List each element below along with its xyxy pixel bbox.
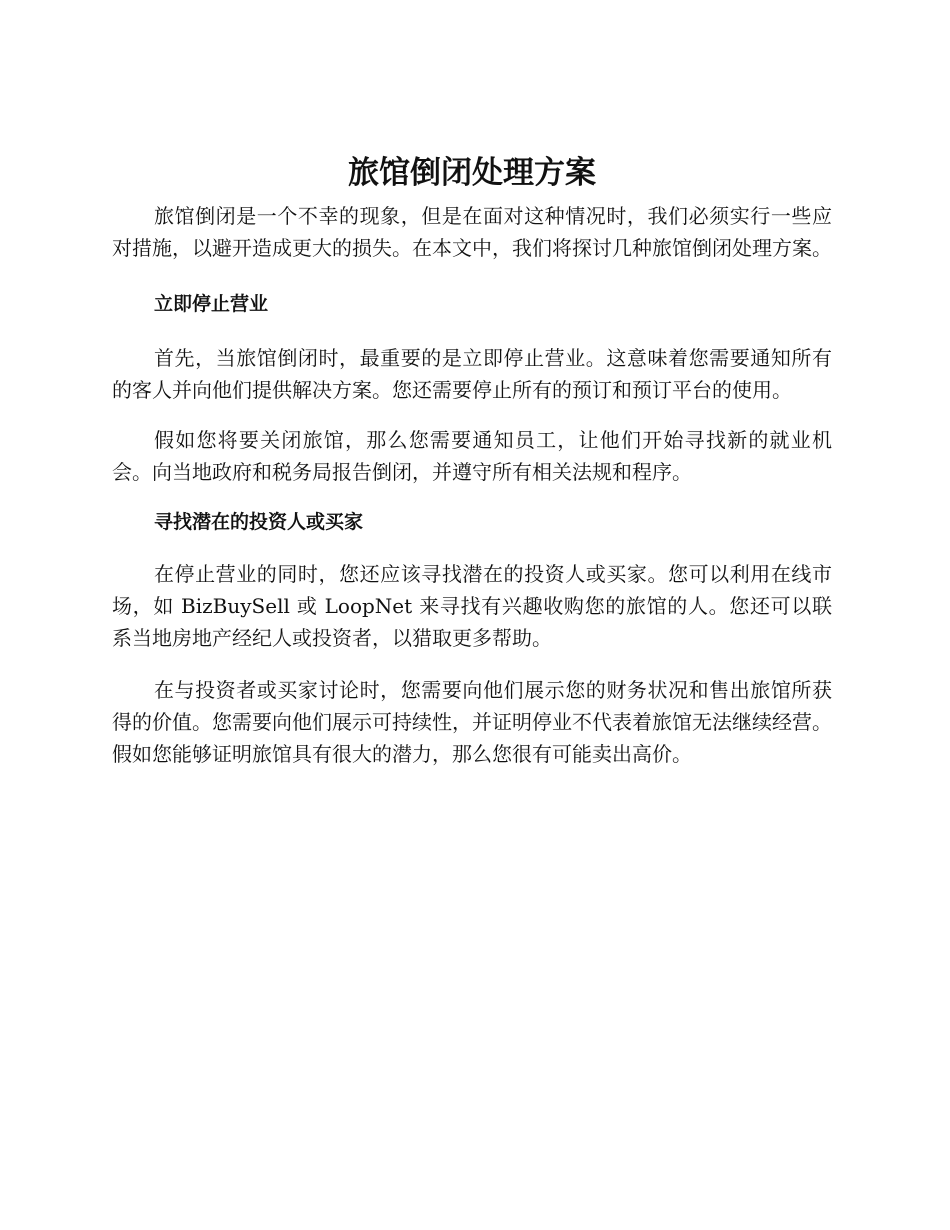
section1-paragraph-1: 首先，当旅馆倒闭时，最重要的是立即停止营业。这意味着您需要通知所有的客人并向他们提供解决方案。您还需要停止所有的预订和预订平台的使用。 — [112, 346, 832, 402]
section2-paragraph-2: 在与投资者或买家讨论时，您需要向他们展示您的财务状况和售出旅馆所获得的价值。您需要向他们展示可持续性，并证明停业不代表着旅馆无法继续经营。假如您能够证明旅馆具有很大的潜力，那么您很有可能卖出高价。 — [112, 678, 832, 766]
section-heading-find-buyers: 寻找潜在的投资人或买家 — [154, 511, 364, 533]
section-heading-stop-operations: 立即停止营业 — [154, 293, 269, 315]
intro-paragraph: 旅馆倒闭是一个不幸的现象，但是在面对这种情况时，我们必须实行一些应对措施，以避开造成更大的损失。在本文中，我们将探讨几种旅馆倒闭处理方案。 — [112, 204, 832, 260]
section2-paragraph-1: 在停止营业的同时，您还应该寻找潜在的投资人或买家。您可以利用在线市场，如 BizBuySell 或 LoopNet 来寻找有兴趣收购您的旅馆的人。您还可以联系当地房地产经纪人或投资者，以猎取更多帮助。 — [112, 562, 832, 650]
page-title: 旅馆倒闭处理方案 — [348, 155, 596, 191]
document-page — [112, 148, 832, 770]
section1-paragraph-2: 假如您将要关闭旅馆，那么您需要通知员工，让他们开始寻找新的就业机会。向当地政府和税务局报告倒闭，并遵守所有相关法规和程序。 — [112, 428, 832, 484]
